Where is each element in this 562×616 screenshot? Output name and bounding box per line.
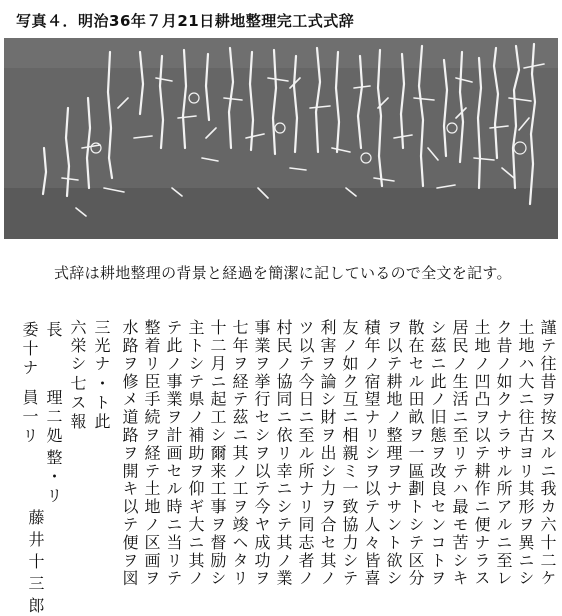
signature-name: 十 xyxy=(26,553,45,572)
text-column: 整着リ臣手続ヲ経テ土地ノ区画ヲ xyxy=(142,319,161,588)
text-column: ヲ以テ耕地ノ整理ヲナサント欲シ xyxy=(384,319,403,588)
signature-name: 藤 xyxy=(26,509,45,528)
vertical-text-block xyxy=(20,319,557,616)
text-column: シ茲ニ此ノ旧態ヲ改良センコトヲ xyxy=(428,319,447,588)
text-column: 水路ヲ修メ道路ヲ開キ以テ便ヲ図 xyxy=(120,319,139,588)
text-column: ツ以テ今日ニ至ル所ナリ同志者ノ xyxy=(296,319,315,588)
signature-line: ・ト此 xyxy=(92,375,111,432)
text-column: 六栄シ xyxy=(68,319,87,373)
signature-line: 整・リ xyxy=(44,449,63,506)
text-column: 友ノ如ク互ニ相親ミ一致協力シテ xyxy=(340,319,359,588)
text-column: 居民ノ生活ニ至リテハ最モ苦シキ xyxy=(450,319,469,588)
signature-line: 委十ナ xyxy=(20,321,39,378)
text-column: 三光ナ xyxy=(92,319,111,373)
handwritten-scroll-image xyxy=(4,38,558,239)
signature-name: 三 xyxy=(26,575,45,594)
signature-line: 長 xyxy=(44,321,63,340)
text-column: 土地ハ大ニ往古ヨリ其形ヲ異ニシ xyxy=(516,319,535,588)
intro-text: 式辞は耕地整理の背景と経過を簡潔に記しているので全文を記す。 xyxy=(54,264,512,282)
signature-line: 七ス報 xyxy=(68,375,87,432)
text-column: 十二月ニ起工シ爾来工事ヲ督励シ xyxy=(208,319,227,588)
page-caption: 写真４．明治36年７月21日耕地整理完工式式辞 xyxy=(16,12,355,30)
text-column: 七年ヲ経テ茲ニ其ノ工ヲ竣ヘタリ xyxy=(230,319,249,588)
text-column: 謹テ往昔ヲ按スルニ我カ六十二ケ xyxy=(538,319,557,588)
signature-name: 郎 xyxy=(26,597,45,616)
text-column: 散在セル田畝ヲ一區劃トシテ区分 xyxy=(406,319,425,588)
text-column: 積年ノ宿望ナリシヲ以テ人々皆喜 xyxy=(362,319,381,588)
signature-name: 井 xyxy=(26,531,45,550)
text-column: 利害ヲ論シ財ヲ出シ力ヲ合セ其ノ xyxy=(318,319,337,588)
text-column: 村民ノ協同ニ依リ幸ニシテ其ノ業 xyxy=(274,319,293,588)
text-column: 土地ノ凹凸ヲ以テ耕作ニ便ナラス xyxy=(472,319,491,588)
text-column: 主トシテ県ノ補助ヲ仰ギ大ニ其ノ xyxy=(186,319,205,588)
text-column: 事業ヲ挙行セシヲ以テ今ヤ成功ヲ xyxy=(252,319,271,588)
text-column: ク昔ノ如クナラサル所アルニ至レ xyxy=(494,319,513,588)
signature-line: 理二処 xyxy=(44,389,63,446)
scroll-photo xyxy=(4,38,558,239)
signature-line: 員一リ xyxy=(20,389,39,446)
text-column: テ此ノ事業ヲ計画セル時ニ当リテ xyxy=(164,319,183,588)
